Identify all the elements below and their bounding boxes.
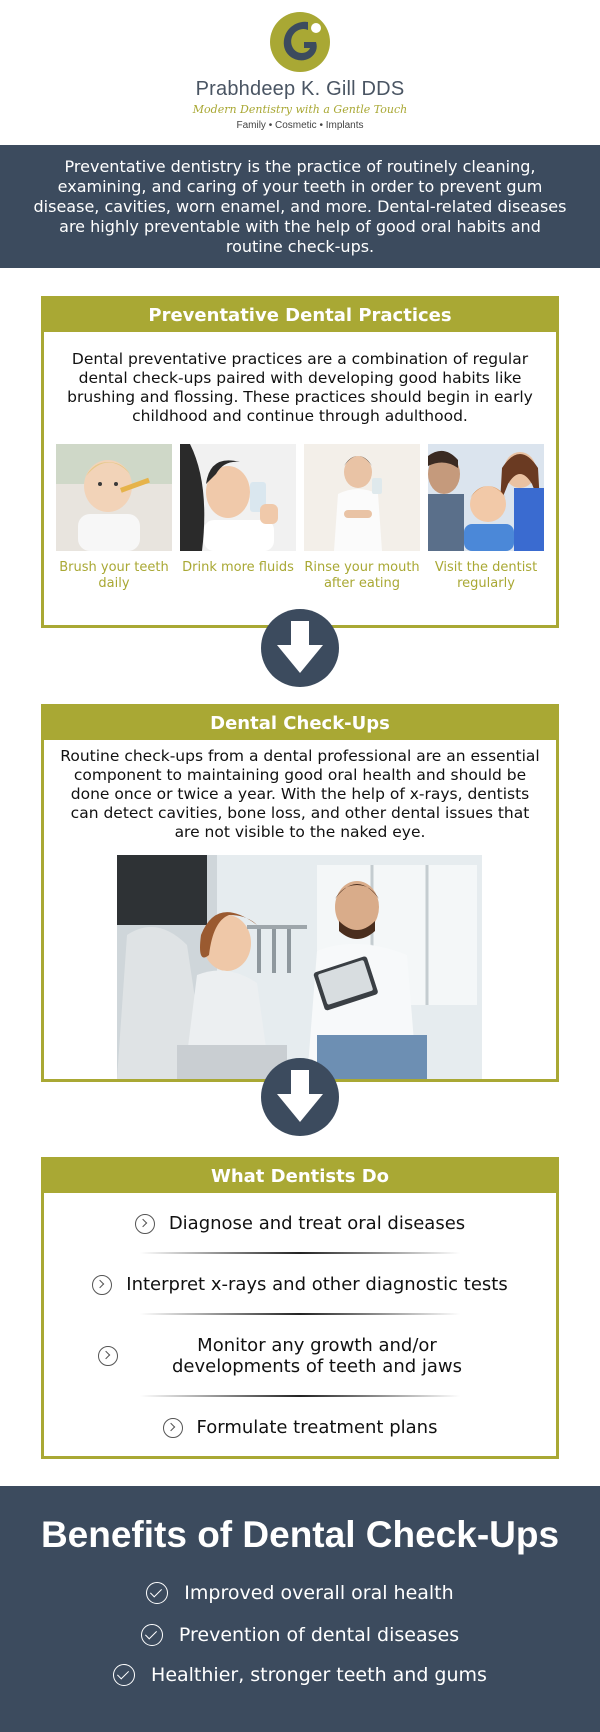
tips-row xyxy=(44,426,556,592)
benefit-text: Prevention of dental diseases xyxy=(178,1624,460,1646)
checkups-title: Dental Check-Ups xyxy=(44,707,556,740)
benefit-item xyxy=(0,1624,600,1646)
divider xyxy=(140,1395,460,1397)
list-item-text: Interpret x-rays and other diagnostic tests xyxy=(126,1274,508,1295)
logo-icon xyxy=(268,10,332,74)
benefit-item xyxy=(0,1664,600,1686)
check-circle-icon xyxy=(141,1624,163,1646)
tip-rinse xyxy=(304,444,420,592)
header xyxy=(0,0,600,145)
rinsing-photo xyxy=(304,444,420,551)
practices-panel xyxy=(41,296,559,628)
dentists-title: What Dentists Do xyxy=(44,1160,556,1193)
benefit-item xyxy=(0,1582,600,1604)
list-item-text: Monitor any growth and/or developments of teeth and jaws xyxy=(171,1335,463,1377)
arrow-down-icon xyxy=(261,1058,339,1136)
practice-tagline: Modern Dentistry with a Gentle Touch xyxy=(192,103,408,116)
intro-banner xyxy=(0,145,600,268)
intro-text: Preventative dentistry is the practice of routinely cleaning, examining, and caring of your teeth in order to prevent gum disease, cavities, worn enamel, and more. Dental-related diseases are highly preventable with the help of good oral habits and routine check-ups. xyxy=(33,157,567,256)
tip-label: Visit the dentist regularly xyxy=(434,560,538,591)
chevron-circle-icon xyxy=(92,1275,112,1295)
brushing-photo xyxy=(56,444,172,551)
list-item-text: Diagnose and treat oral diseases xyxy=(168,1213,466,1234)
divider xyxy=(140,1313,460,1315)
chevron-circle-icon xyxy=(163,1418,183,1438)
dentist-visit-photo xyxy=(428,444,544,551)
tip-brush xyxy=(56,444,172,592)
tip-label: Rinse your mouth after eating xyxy=(304,560,420,591)
chevron-circle-icon xyxy=(135,1214,155,1234)
benefit-text: Improved overall oral health xyxy=(184,1582,454,1604)
chevron-circle-icon xyxy=(98,1346,118,1366)
list-item xyxy=(44,1274,556,1295)
dentists-panel xyxy=(41,1157,559,1459)
practices-title: Preventative Dental Practices xyxy=(44,299,556,332)
checkups-text: Routine check-ups from a dental professional are an essential component to maintaining good oral health and should be done once or twice a year. With the help of x-rays, dentists can detect cavities, bone loss, and other dental issues that are not visible to the naked eye. xyxy=(60,747,540,841)
benefit-text: Healthier, stronger teeth and gums xyxy=(151,1664,487,1686)
check-circle-icon xyxy=(113,1664,135,1686)
practice-name: Prabhdeep K. Gill DDS xyxy=(195,78,405,100)
practice-services: Family • Cosmetic • Implants xyxy=(236,120,364,131)
tip-fluids xyxy=(180,444,296,592)
arrow-down-icon xyxy=(261,609,339,687)
list-item xyxy=(44,1335,556,1377)
divider xyxy=(140,1252,460,1254)
tip-label: Brush your teeth daily xyxy=(59,560,169,591)
drinking-photo xyxy=(180,444,296,551)
list-item xyxy=(44,1213,556,1234)
checkups-panel xyxy=(41,704,559,1082)
benefits-section xyxy=(0,1486,600,1732)
dentists-list xyxy=(44,1193,556,1438)
benefits-title: Benefits of Dental Check-Ups xyxy=(40,1514,560,1555)
tip-label: Drink more fluids xyxy=(182,560,294,575)
list-item xyxy=(44,1417,556,1438)
list-item-text: Formulate treatment plans xyxy=(196,1417,438,1438)
tip-dentist xyxy=(428,444,544,592)
practices-text: Dental preventative practices are a combination of regular dental check-ups paired with developing good habits like brushing and flossing. These practices should begin in early childhood and continue through adulthood. xyxy=(67,350,533,425)
dentist-consultation-photo xyxy=(117,855,482,1079)
check-circle-icon xyxy=(146,1582,168,1604)
